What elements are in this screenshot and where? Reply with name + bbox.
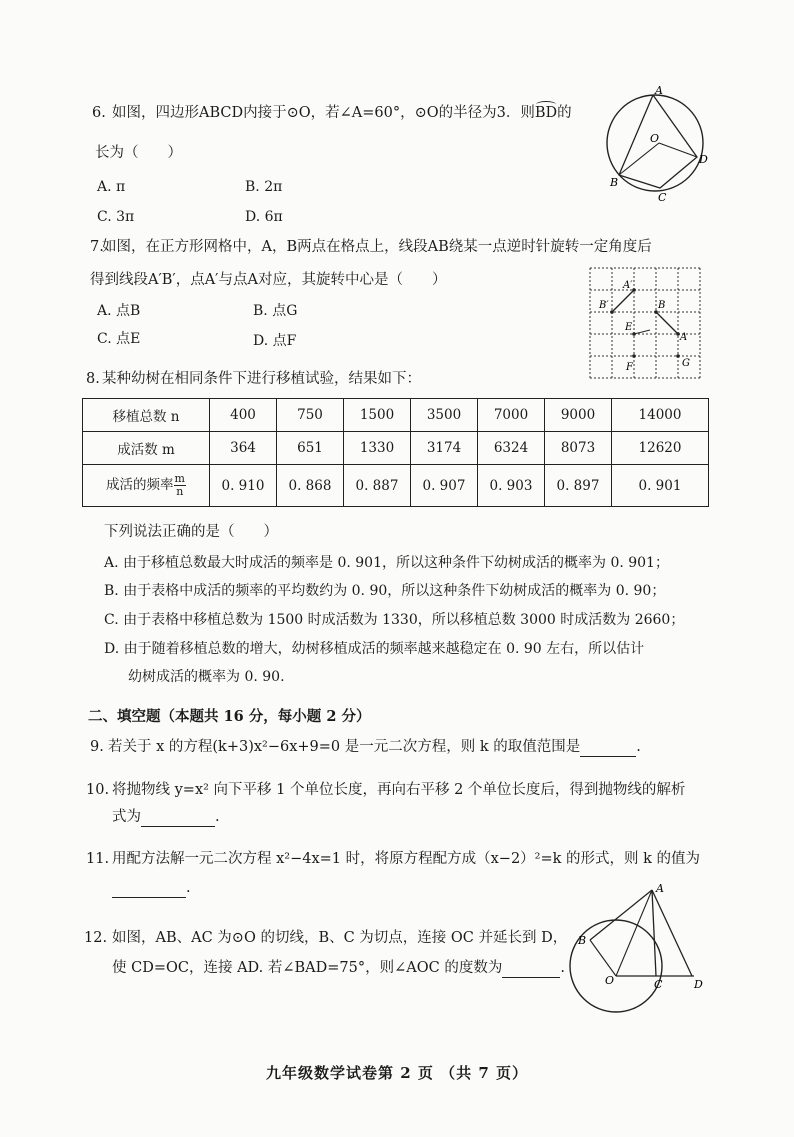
table-cell: 3500 <box>411 399 478 432</box>
q8-option-b[interactable]: B. 由于表格中成活的频率的平均数约为 0. 90，所以这种条件下幼树成活的概率为 0. 90； <box>104 583 666 599</box>
q8-head-n: 移植总数 n <box>83 399 210 432</box>
q10-stem-line2: 式为 . <box>112 809 220 825</box>
q7-grid-figure <box>590 268 708 380</box>
q6-arc-mark <box>536 101 556 108</box>
table-cell: 0. 868 <box>277 465 344 507</box>
q8-head-freq: 成活的频率 $\frac{m}{n}$ <box>83 465 210 507</box>
section-2-title: 二、填空题（本题共 16 分，每小题 2 分） <box>88 708 371 725</box>
table-cell: 0. 903 <box>478 465 545 507</box>
q12-segment-ob <box>590 940 616 976</box>
q12-stem-line1: 如图，AB、AC 为⊙O 的切线，B、C 为切点，连接 OC 并延长到 D， <box>112 930 568 946</box>
q10-answer-blank[interactable] <box>141 808 215 827</box>
table-cell: 750 <box>277 399 344 432</box>
q11-stem-line1: 用配方法解一元二次方程 x²−4x=1 时，将原方程配方成（x−2）²=k 的形式，则 k 的值为 <box>112 851 701 867</box>
q7-number: 7. <box>90 239 104 255</box>
q12-answer-blank[interactable] <box>502 959 560 978</box>
table-cell: 651 <box>277 432 344 465</box>
q7-label-a: A <box>680 332 688 343</box>
table-cell: 400 <box>210 399 277 432</box>
table-cell: 8073 <box>545 432 612 465</box>
q6-stem-text: 如图，四边形ABCD内接于⊙O，若∠A=60°，⊙O的半径为3．则 <box>112 105 535 121</box>
q6-stem-end: 的 <box>557 105 572 121</box>
q6-arc-label: BD <box>535 104 557 122</box>
table-cell: 14000 <box>612 399 709 432</box>
table-cell: 1500 <box>344 399 411 432</box>
q6-option-c[interactable]: C. 3π <box>97 209 135 225</box>
table-cell: 0. 901 <box>612 465 709 507</box>
q6-option-d[interactable]: D. 6π <box>245 209 283 225</box>
q7-option-d[interactable]: D. 点F <box>253 333 297 349</box>
q7-arrow-e <box>634 330 650 334</box>
q6-label-c: C <box>658 191 667 204</box>
table-cell: 0. 897 <box>545 465 612 507</box>
q6-radius-ob <box>619 143 659 175</box>
q7-segment-a1b1 <box>612 290 634 312</box>
q7-label-e: E <box>625 322 633 333</box>
q12-number: 12. <box>84 930 108 946</box>
q7-label-g: G <box>682 358 690 369</box>
q8-option-c[interactable]: C. 由于表格中移植总数为 1500 时成活数为 1330，所以移植总数 3000 时成活数为 2660； <box>104 612 685 628</box>
q12-label-b: B <box>578 934 587 947</box>
q7-option-a[interactable]: A. 点B <box>97 303 141 319</box>
q11-answer-blank[interactable] <box>112 879 186 898</box>
q7-stem-line2: 得到线段A′B′，点A′与点A对应，其旋转中心是（ ） <box>90 272 447 288</box>
q8-ask: 下列说法正确的是（ ） <box>104 524 278 540</box>
q9-number: 9. <box>90 739 104 755</box>
q6-label-d: D <box>699 153 708 166</box>
q12-label-d: D <box>694 978 703 991</box>
q6-option-a[interactable]: A. π <box>97 179 126 195</box>
q6-label-a: A <box>655 84 663 97</box>
table-cell: 12620 <box>612 432 709 465</box>
q12-figure <box>570 880 720 1020</box>
q8-stem: 某种幼树在相同条件下进行移植试验，结果如下： <box>102 371 421 387</box>
table-cell: 6324 <box>478 432 545 465</box>
q8-head-m: 成活数 m <box>83 432 210 465</box>
page-footer: 九年级数学试卷第 2 页 （共 7 页） <box>266 1064 528 1082</box>
q8-number: 8. <box>86 371 100 387</box>
q6-label-b: B <box>610 176 619 189</box>
q11-number: 11. <box>86 851 110 867</box>
q9-answer-blank[interactable] <box>580 738 636 757</box>
q8-option-a[interactable]: A. 由于移植总数最大时成活的频率是 0. 901，所以这种条件下幼树成活的概率为 0. 901； <box>104 555 669 571</box>
q7-grid-points <box>610 288 680 358</box>
q12-label-c: C <box>654 978 663 991</box>
q8-table <box>82 398 709 507</box>
q7-label-a-prime: A′ <box>623 280 633 291</box>
q12-segment-ad <box>652 890 692 976</box>
table-cell: 0. 887 <box>344 465 411 507</box>
q8-option-d-cont: 幼树成活的概率为 0. 90. <box>128 669 285 685</box>
q6-figure <box>600 84 720 209</box>
table-cell: 3174 <box>411 432 478 465</box>
q9-stem: 若关于 x 的方程(k+3)x²−6x+9=0 是一元二次方程，则 k 的取值范围是 . <box>108 739 641 755</box>
q6-number: 6. <box>92 105 106 121</box>
q10-number: 10. <box>86 782 110 798</box>
q7-label-b: B <box>658 300 666 311</box>
q7-option-b[interactable]: B. 点G <box>253 303 298 319</box>
q12-label-o: O <box>605 974 615 987</box>
q6-stem-line2: 长为（ ） <box>95 145 182 161</box>
q6-option-b[interactable]: B. 2π <box>245 179 283 195</box>
table-cell: 0. 910 <box>210 465 277 507</box>
q8-fraction: $\frac{m}{n}$ <box>174 472 185 498</box>
q7-segment-ab <box>656 312 678 334</box>
q12-stem-line2: 使 CD=OC，连接 AD. 若∠BAD=75°，则∠AOC 的度数为 . <box>112 960 565 976</box>
q7-label-f: F <box>626 362 633 373</box>
q7-stem-line1: 如图，在正方形网格中，A，B两点在格点上，线段AB绕某一点逆时针旋转一定角度后 <box>102 239 652 255</box>
q11-answer-line: . <box>112 879 191 898</box>
q12-tangent-ac <box>652 890 656 976</box>
table-cell: 1330 <box>344 432 411 465</box>
table-cell: 9000 <box>545 399 612 432</box>
q10-stem-line1: 将抛物线 y=x² 向下平移 1 个单位长度，再向右平移 2 个单位长度后，得到抛物线的解析 <box>112 782 686 798</box>
table-row <box>83 465 709 507</box>
q7-option-c[interactable]: C. 点E <box>97 331 141 347</box>
q6-label-o: O <box>650 132 660 145</box>
table-cell: 364 <box>210 432 277 465</box>
q6-stem <box>112 104 572 122</box>
q7-label-b-prime: B′ <box>599 300 609 311</box>
table-cell: 0. 907 <box>411 465 478 507</box>
table-row <box>83 432 709 465</box>
q12-label-a: A <box>656 882 664 895</box>
q8-option-d[interactable]: D. 由于随着移植总数的增大，幼树移植成活的频率越来越稳定在 0. 90 左右，所以估计 <box>104 641 645 657</box>
q12-segment-oa <box>616 890 652 976</box>
table-cell: 7000 <box>478 399 545 432</box>
q12-tangent-ab <box>590 890 652 940</box>
table-row <box>83 399 709 432</box>
